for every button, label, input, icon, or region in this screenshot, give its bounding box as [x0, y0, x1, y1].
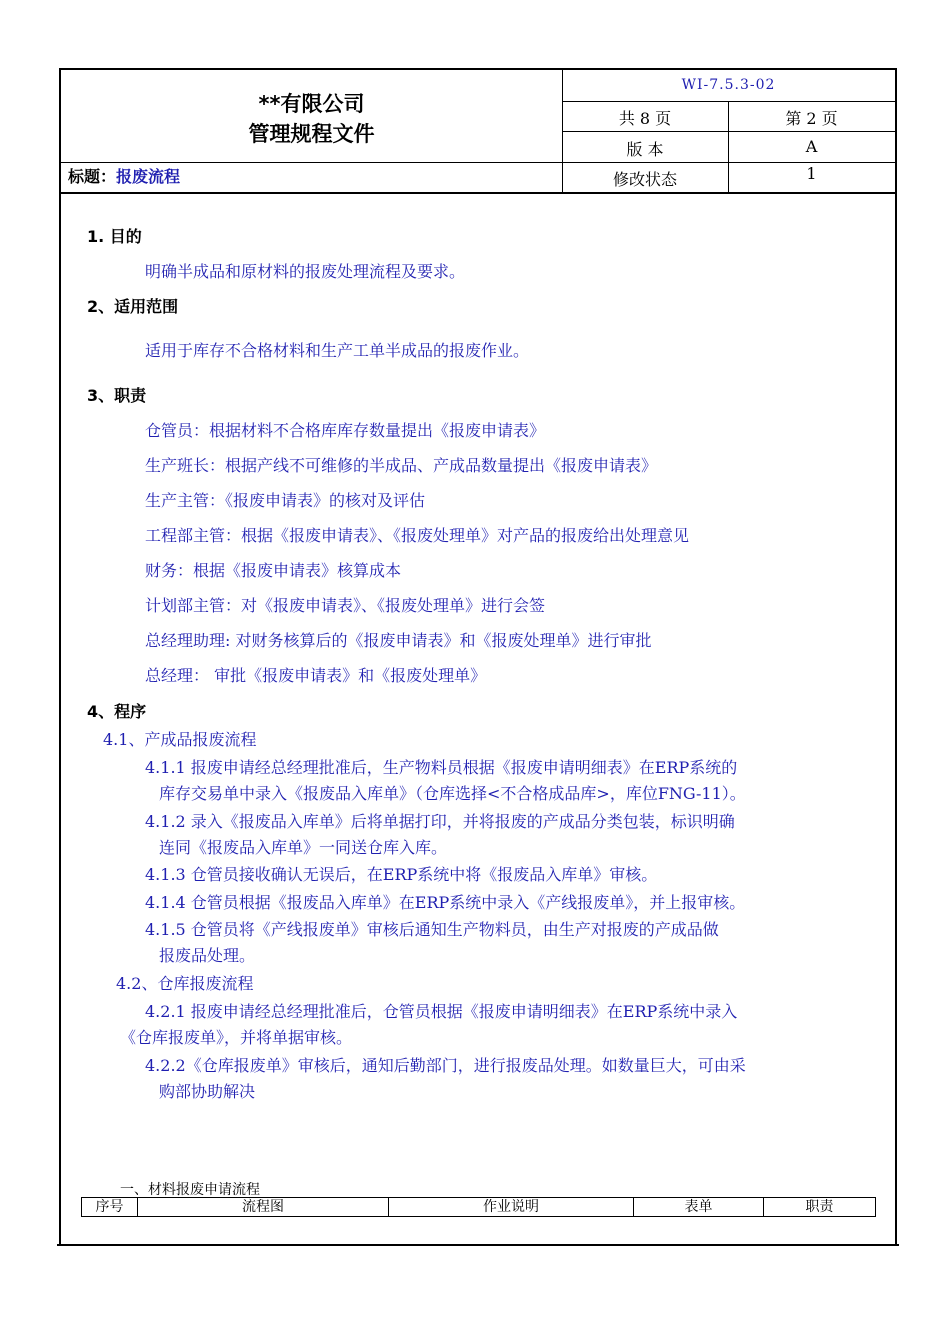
procedure-line: 4.1.4 仓管员根据《报废品入库单》在ERP系统中录入《产线报废单》，并上报审核。: [145, 893, 746, 912]
doc-number: WI-7.5.3-02: [681, 77, 776, 93]
section-heading-procedure: 4、程序: [87, 702, 147, 721]
col-header: 表单: [634, 1198, 764, 1216]
procedure-line: 4.1.5 仓管员将《产线报废单》审核后通知生产物料员，由生产对报废的产成品做: [145, 920, 719, 939]
duty-item: 财务：根据《报废申请表》核算成本: [145, 561, 402, 580]
header-divider: [61, 192, 895, 194]
header-rule-2: [562, 131, 895, 132]
procedure-line: 库存交易单中录入《报废品入库单》（仓库选择<不合格成品库>，库位FNG-11）。: [159, 784, 746, 803]
document-type: 管理规程文件: [248, 122, 375, 146]
title-value: 报废流程: [116, 167, 181, 186]
section-heading-scope: 2、适用范围: [87, 297, 179, 316]
version-value: A: [805, 137, 818, 156]
page-current: 第 2 页: [785, 109, 838, 128]
revision-value: 1: [806, 164, 817, 183]
company-name: **有限公司: [258, 92, 365, 116]
scope-text: 适用于库存不合格材料和生产工单半成品的报废作业。: [145, 341, 530, 360]
duty-item: 总经理助理: 对财务核算后的《报废申请表》和《报废处理单》进行审批: [145, 631, 652, 650]
title-label: 标题：: [68, 167, 117, 186]
pages-total: 共 8 页: [618, 109, 672, 128]
duty-item: 生产主管：《报废申请表》的核对及评估: [145, 491, 426, 510]
version-label: 版 本: [626, 140, 664, 159]
procedure-line: 4.2.2《仓库报废单》审核后，通知后勤部门，进行报废品处理。如数量巨大，可由采: [145, 1056, 746, 1075]
procedure-line: 《仓库报废单》，并将单据审核。: [120, 1028, 353, 1047]
section-heading-purpose: 1. 目的: [87, 227, 142, 246]
process-table-header: [81, 1197, 876, 1217]
procedure-line: 购部协助解决: [159, 1082, 256, 1101]
procedure-line: 连同《报废品入库单》一同送仓库入库。: [159, 838, 448, 857]
section-heading-duties: 3、职责: [87, 386, 147, 405]
header-rule-3: [562, 162, 895, 163]
revision-label: 修改状态: [612, 170, 677, 189]
subsection-heading-finished: 4.1、产成品报废流程: [103, 730, 257, 749]
col-header: 序号: [82, 1198, 138, 1216]
duty-item: 计划部主管：对《报废申请表》、《报废处理单》进行会签: [145, 596, 546, 615]
subsection-heading-warehouse: 4.2、仓库报废流程: [116, 974, 254, 993]
header-rule-1: [562, 101, 895, 102]
header-rule-left: [61, 162, 562, 163]
table-caption: 一、材料报废申请流程: [120, 1182, 260, 1198]
document-title: [68, 164, 180, 187]
procedure-line: 4.1.3 仓管员接收确认无误后，在ERP系统中将《报废品入库单》审核。: [145, 865, 658, 884]
col-header: 职责: [805, 1199, 834, 1215]
duty-item: 生产班长：根据产线不可维修的半成品、产成品数量提出《报废申请表》: [145, 456, 658, 475]
procedure-line: 报废品处理。: [159, 946, 256, 965]
procedure-line: 4.1.2 录入《报废品入库单》后将单据打印，并将报废的产成品分类包装，标识明确: [145, 812, 735, 831]
footer-rule: [57, 1244, 899, 1246]
col-header: 作业说明: [389, 1198, 634, 1216]
duty-item: 总经理： 审批《报废申请表》和《报废处理单》: [145, 666, 487, 685]
procedure-line: 4.2.1 报废申请经总经理批准后，仓管员根据《报废申请明细表》在ERP系统中录入: [145, 1002, 738, 1021]
procedure-line: 4.1.1 报废申请经总经理批准后，生产物料员根据《报废申请明细表》在ERP系统的: [145, 758, 738, 777]
duty-item: 仓管员：根据材料不合格库库存数量提出《报废申请表》: [145, 421, 546, 440]
duty-item: 工程部主管：根据《报废申请表》、《报废处理单》对产品的报废给出处理意见: [145, 526, 690, 545]
col-header: 流程图: [138, 1198, 389, 1216]
purpose-text: 明确半成品和原材料的报废处理流程及要求。: [145, 262, 466, 281]
